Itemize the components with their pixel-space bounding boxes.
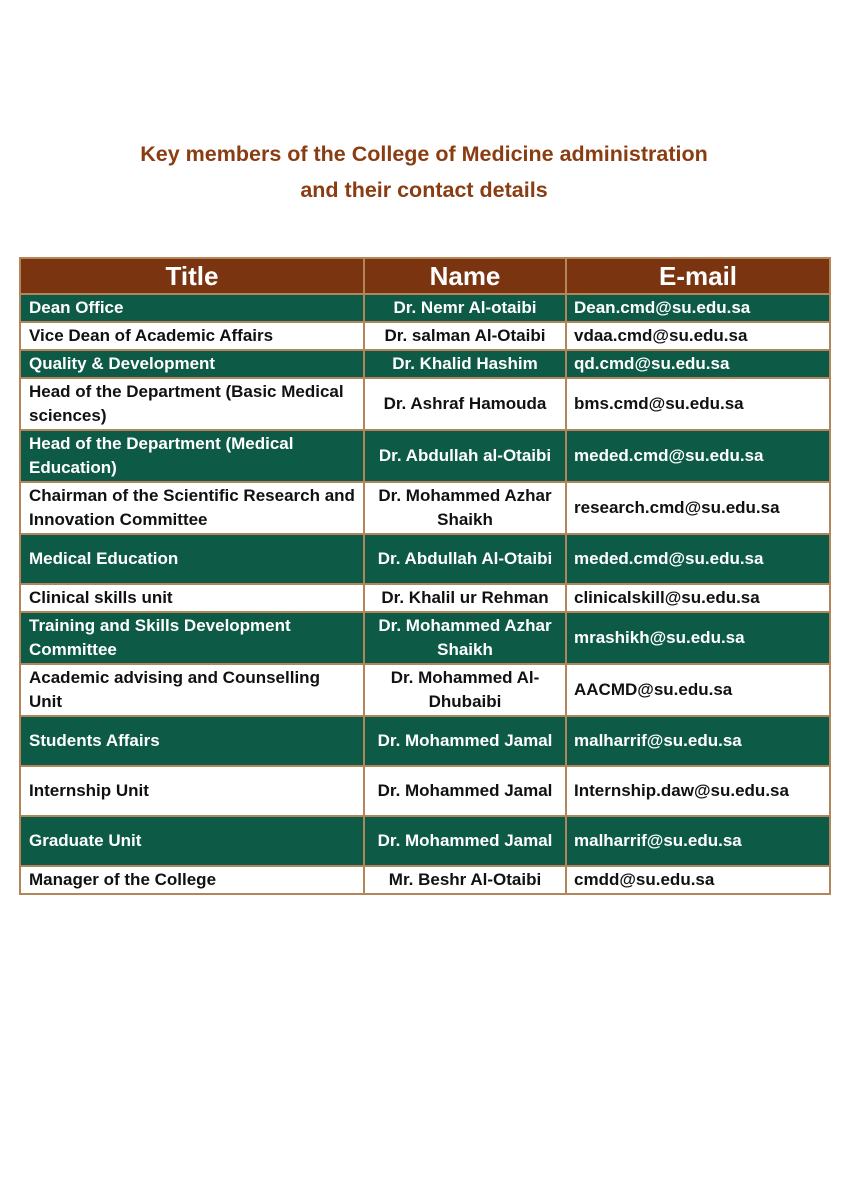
- table-row: [20, 584, 830, 612]
- row-title: Manager of the College: [20, 866, 364, 894]
- row-name: Dr. Khalil ur Rehman: [364, 584, 566, 612]
- row-email[interactable]: malharrif@su.edu.sa: [566, 716, 830, 766]
- page-heading: [0, 136, 848, 208]
- table-header-row: [20, 258, 830, 294]
- table-row: [20, 716, 830, 766]
- column-header-title: Title: [20, 258, 364, 294]
- heading-line-1: Key members of the College of Medicine administration: [140, 142, 708, 166]
- row-title: Head of the Department (Basic Medical sciences): [20, 378, 364, 430]
- row-name: Dr. Mohammed Al-Dhubaibi: [364, 664, 566, 716]
- row-title: Training and Skills Development Committee: [20, 612, 364, 664]
- row-name: Dr. Mohammed Jamal: [364, 766, 566, 816]
- row-name: Dr. Ashraf Hamouda: [364, 378, 566, 430]
- row-name: Dr. Mohammed Azhar Shaikh: [364, 612, 566, 664]
- row-name: Dr. Abdullah Al-Otaibi: [364, 534, 566, 584]
- row-name: Dr. salman Al-Otaibi: [364, 322, 566, 350]
- row-email[interactable]: meded.cmd@su.edu.sa: [566, 534, 830, 584]
- row-email[interactable]: bms.cmd@su.edu.sa: [566, 378, 830, 430]
- row-title: Vice Dean of Academic Affairs: [20, 322, 364, 350]
- row-email[interactable]: malharrif@su.edu.sa: [566, 816, 830, 866]
- row-title: Dean Office: [20, 294, 364, 322]
- row-title: Medical Education: [20, 534, 364, 584]
- row-email[interactable]: cmdd@su.edu.sa: [566, 866, 830, 894]
- row-email[interactable]: qd.cmd@su.edu.sa: [566, 350, 830, 378]
- row-title: Graduate Unit: [20, 816, 364, 866]
- row-title: Quality & Development: [20, 350, 364, 378]
- row-title: Chairman of the Scientific Research and Innovation Committee: [20, 482, 364, 534]
- table-row: [20, 816, 830, 866]
- table-row: [20, 322, 830, 350]
- row-email[interactable]: clinicalskill@su.edu.sa: [566, 584, 830, 612]
- table-row: [20, 350, 830, 378]
- table-row: [20, 378, 830, 430]
- row-email[interactable]: Internship.daw@su.edu.sa: [566, 766, 830, 816]
- table-row: [20, 766, 830, 816]
- row-title: Head of the Department (Medical Education): [20, 430, 364, 482]
- row-title: Internship Unit: [20, 766, 364, 816]
- row-email[interactable]: Dean.cmd@su.edu.sa: [566, 294, 830, 322]
- column-header-email: E-mail: [566, 258, 830, 294]
- row-name: Dr. Nemr Al-otaibi: [364, 294, 566, 322]
- contacts-table: [19, 257, 831, 895]
- table-row: [20, 294, 830, 322]
- table-row: [20, 612, 830, 664]
- row-name: Dr. Mohammed Jamal: [364, 816, 566, 866]
- row-name: Dr. Mohammed Jamal: [364, 716, 566, 766]
- row-email[interactable]: mrashikh@su.edu.sa: [566, 612, 830, 664]
- heading-line-2: and their contact details: [300, 178, 548, 202]
- row-name: Dr. Abdullah al-Otaibi: [364, 430, 566, 482]
- table-row: [20, 664, 830, 716]
- row-name: Dr. Mohammed Azhar Shaikh: [364, 482, 566, 534]
- row-title: Students Affairs: [20, 716, 364, 766]
- row-name: Mr. Beshr Al-Otaibi: [364, 866, 566, 894]
- table-row: [20, 482, 830, 534]
- row-email[interactable]: research.cmd@su.edu.sa: [566, 482, 830, 534]
- table-row: [20, 430, 830, 482]
- row-email[interactable]: AACMD@su.edu.sa: [566, 664, 830, 716]
- table-row: [20, 866, 830, 894]
- row-title: Academic advising and Counselling Unit: [20, 664, 364, 716]
- row-name: Dr. Khalid Hashim: [364, 350, 566, 378]
- row-title: Clinical skills unit: [20, 584, 364, 612]
- row-email[interactable]: meded.cmd@su.edu.sa: [566, 430, 830, 482]
- table-row: [20, 534, 830, 584]
- column-header-name: Name: [364, 258, 566, 294]
- row-email[interactable]: vdaa.cmd@su.edu.sa: [566, 322, 830, 350]
